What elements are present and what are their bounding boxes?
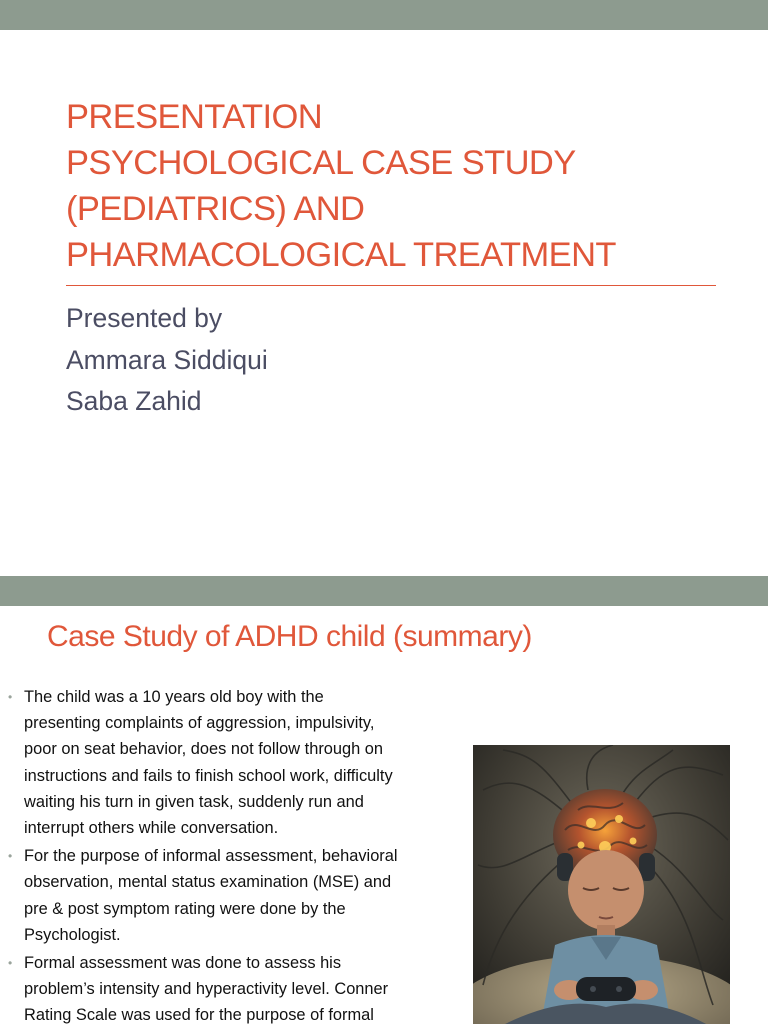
bullet-icon: • xyxy=(8,690,13,704)
case-study-slide xyxy=(0,576,768,1024)
bullet-line: waiting his turn in given task, suddenly run and xyxy=(24,792,364,811)
presentation-title xyxy=(66,94,726,278)
bullet-item xyxy=(8,843,448,948)
bullet-line: problem’s intensity and hyperactivity level. Conner xyxy=(24,980,389,999)
bullet-line: presenting complaints of aggression, impulsivity, xyxy=(24,714,375,733)
bullet-line: observation, mental status examination (MSE) and xyxy=(24,873,392,892)
bullet-line: Formal assessment was done to assess his xyxy=(24,954,342,973)
bullet-icon: • xyxy=(8,956,13,971)
title-line: PRESENTATION xyxy=(66,98,323,136)
slide-top-bar xyxy=(0,576,768,606)
bullet-line: instructions and fails to finish school work, difficulty xyxy=(24,766,393,785)
bullet-line: For the purpose of informal assessment, behavioral xyxy=(24,847,398,866)
bullet-line: pre & post symptom rating were done by the xyxy=(24,899,346,918)
bullet-list xyxy=(8,684,448,1024)
title-line: PHARMACOLOGICAL TREATMENT xyxy=(66,236,616,274)
adhd-child-illustration xyxy=(473,745,730,1024)
bullet-line: Rating Scale was used for the purpose of formal xyxy=(24,1006,374,1024)
slide-top-bar xyxy=(0,0,768,30)
bullet-item xyxy=(8,950,448,1024)
title-divider xyxy=(66,285,716,286)
presented-by-label: Presented by xyxy=(66,303,223,333)
presenter-name: Ammara Siddiqui xyxy=(66,344,268,375)
bullet-line: Psychologist. xyxy=(24,925,121,944)
presenter-name: Saba Zahid xyxy=(66,386,202,416)
bullet-line: interrupt others while conversation. xyxy=(24,819,279,838)
bullet-icon: • xyxy=(8,849,13,864)
bullet-line: The child was a 10 years old boy with the xyxy=(24,688,324,706)
bullet-item xyxy=(8,684,448,841)
title-line: (PEDIATRICS) AND xyxy=(66,190,365,228)
bullet-line: poor on seat behavior, does not follow through on xyxy=(24,740,384,759)
slide-title: Case Study of ADHD child (summary) xyxy=(47,620,532,653)
title-line: PSYCHOLOGICAL CASE STUDY xyxy=(66,144,576,182)
presenters-block xyxy=(66,298,268,423)
